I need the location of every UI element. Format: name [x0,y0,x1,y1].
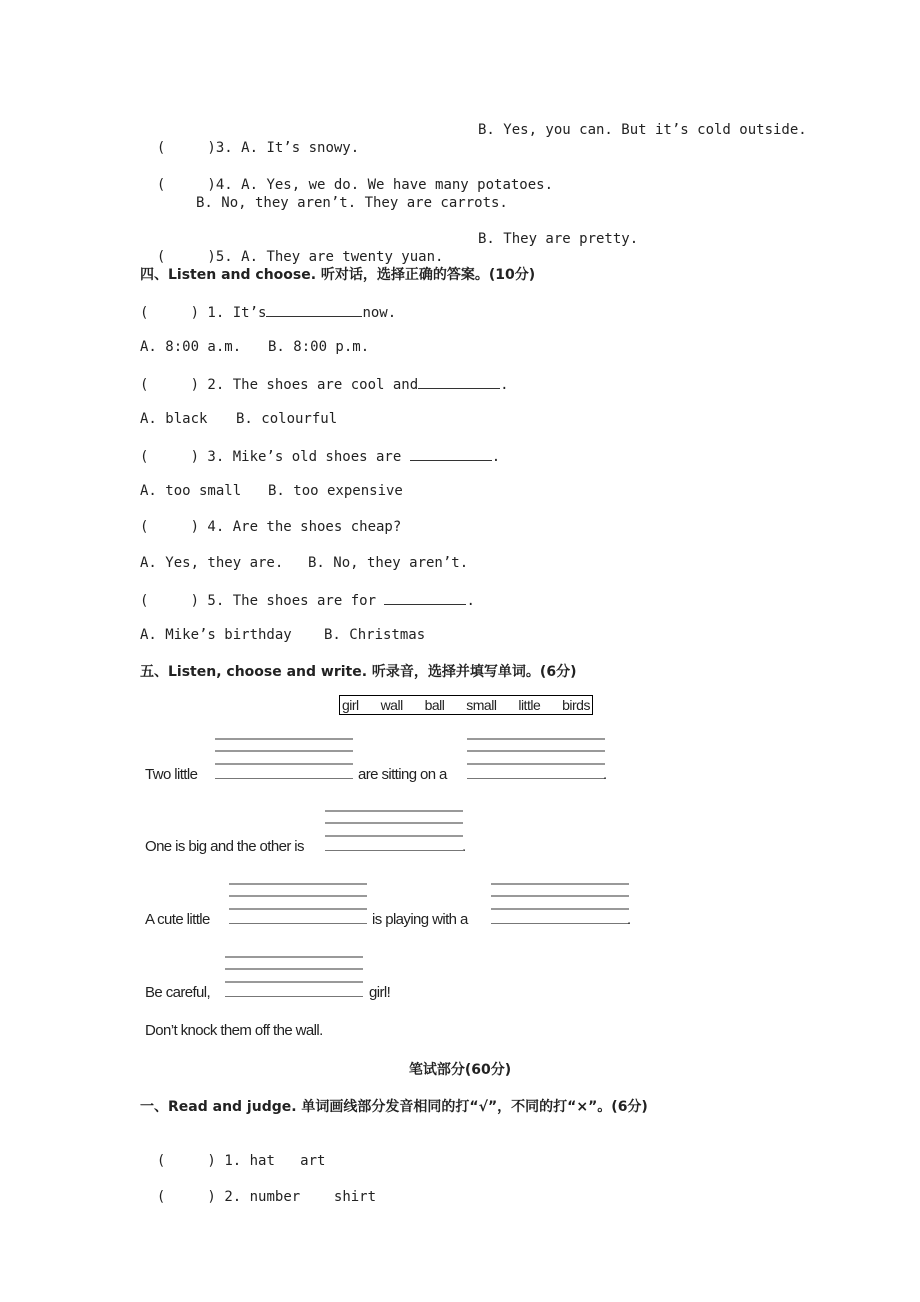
s4-option-a-2: A. black [140,411,208,427]
s4-option-b-1: B. 8:00 p.m. [268,339,370,355]
question-text: ( ) 1. It’s [140,305,267,321]
writing-lines[interactable] [491,881,629,925]
section-5-heading: 五、Listen, choose and write. 听录音，选择并填写单词。(6分) [140,664,577,680]
writing-lines[interactable] [215,736,353,780]
question-tail: . [500,377,509,393]
s4-question-1 [140,302,396,322]
option-a: 5. A. They are twenty yuan. [215,249,444,265]
answer-blank[interactable] [384,590,466,605]
written-part-title: 笔试部分(60分) [408,1062,512,1078]
question-tail: . [491,449,501,465]
answer-blank[interactable] [418,374,500,389]
option-a: 4. A. Yes, we do. We have many potatoes. [215,177,554,193]
question-5 [140,230,443,266]
question-text: ( ) 2. The shoes are cool and [140,377,419,393]
poem-line-2-start: One is big and the other is [145,838,304,855]
answer-paren[interactable]: ( ) [156,1189,216,1205]
poem-line-3-end: . [627,911,631,928]
s4-option-b-3: B. too expensive [268,483,403,499]
s4-option-a-1: A. 8:00 a.m. [140,339,242,355]
s4-option-b-2: B. colourful [236,411,338,427]
word-item: wall [380,697,403,713]
question-5-option-b: B. They are pretty. [478,231,639,247]
poem-line-1-start: Two little [145,766,198,783]
question-3 [140,121,359,157]
written-question-2 [140,1170,376,1206]
word-item: ball [424,697,445,713]
answer-blank[interactable] [266,302,362,317]
poem-line-4-start: Be careful, [145,984,211,1001]
answer-blank[interactable] [410,446,492,461]
poem-line-4-end: girl! [369,984,391,1001]
poem-line-1-end: . [603,766,607,783]
writing-lines[interactable] [467,736,605,780]
s4-option-b-5: B. Christmas [324,627,426,643]
writing-lines[interactable] [325,808,463,852]
question-3-option-b: B. Yes, you can. But it’s cold outside. [478,122,807,138]
writing-lines[interactable] [229,881,367,925]
question-text: 2. number shirt [224,1189,377,1205]
written-section-1-heading: 一、Read and judge. 单词画线部分发音相同的打“√”，不同的打“×”。(6分) [140,1099,648,1115]
poem-line-3-start: A cute little [145,911,210,928]
s4-option-a-4: A. Yes, they are. [140,555,284,571]
written-question-1 [140,1134,325,1170]
word-bank [339,695,593,715]
option-a: 3. A. It’s snowy. [215,140,360,156]
poem-line-2-end: . [462,838,466,855]
writing-lines[interactable] [225,954,363,998]
answer-paren[interactable]: ( ) [156,140,216,156]
poem-line-5: Don’t knock them off the wall. [145,1022,323,1039]
s4-question-2 [140,374,509,394]
question-text: ( ) 5. The shoes are for [140,593,377,609]
s4-option-a-5: A. Mike’s birthday [140,627,292,643]
section-4-heading: 四、Listen and choose. 听对话，选择正确的答案。(10分) [140,267,536,283]
s4-question-4: ( ) 4. Are the shoes cheap? [140,519,402,535]
s4-option-b-4: B. No, they aren’t. [308,555,469,571]
question-tail: now. [362,305,397,321]
question-tail: . [466,593,475,609]
word-item: small [466,697,497,713]
answer-paren[interactable]: ( ) [156,177,216,193]
word-item: little [518,697,541,713]
answer-paren[interactable]: ( ) [156,249,216,265]
question-text: ( ) 3. Mike’s old shoes are [140,449,402,465]
word-item: girl [342,697,359,713]
s4-question-5 [140,590,475,610]
answer-paren[interactable]: ( ) [156,1153,216,1169]
question-text: 1. hat art [224,1153,326,1169]
word-item: birds [562,697,590,713]
s4-question-3 [140,446,500,466]
s4-option-a-3: A. too small [140,483,242,499]
question-4 [140,158,553,194]
question-4-option-b: B. No, they aren’t. They are carrots. [196,195,508,211]
poem-line-1-mid: are sitting on a [358,766,447,783]
poem-line-3-mid: is playing with a [372,911,468,928]
